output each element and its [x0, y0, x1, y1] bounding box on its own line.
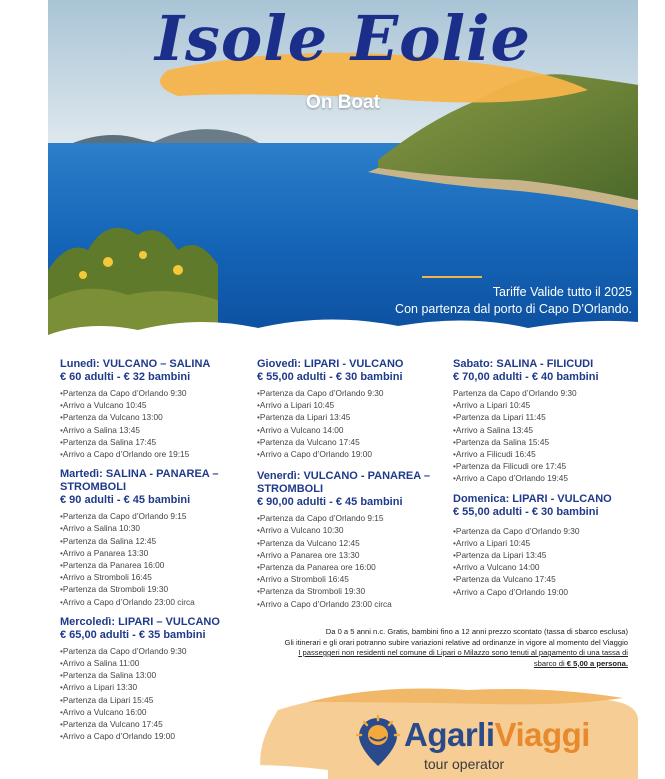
stop-item: • Arrivo a Lipari 10:45 [453, 399, 638, 411]
day-monday [60, 358, 250, 460]
stop-item: • Arrivo a Salina 13:45 [60, 424, 250, 436]
stop-item: • Arrivo a Capo d’Orlando 23:00 circa [257, 598, 447, 610]
stop-item: • Partenza da Vulcano 17:45 [257, 436, 447, 448]
day-title: Venerdì: VULCANO - PANAREA – STROMBOLI [257, 470, 430, 496]
stop-item: • Arrivo a Lipari 13:30 [60, 681, 250, 693]
stop-item: • Partenza da Panarea 16:00 [60, 559, 250, 571]
stop-item: • Arrivo a Capo d’Orlando ore 19:15 [60, 448, 250, 460]
stop-item: • Partenza da Lipari 11:45 [453, 411, 638, 423]
stop-item: • Arrivo a Capo d’Orlando 19:00 [257, 448, 447, 460]
stop-item: • Partenza da Filicudi ore 17:45 [453, 460, 638, 472]
logo-name-part2: Viaggi [494, 716, 590, 753]
day-saturday [453, 358, 638, 485]
stop-item: • Arrivo a Panarea 13:30 [60, 547, 250, 559]
flyer [48, 0, 638, 779]
stop-item: • Partenza da Capo d’Orlando 9:30 [257, 387, 447, 399]
stop-item: • Arrivo a Capo d’Orlando 19:00 [453, 586, 638, 598]
day-price: € 70,00 adulti - € 40 bambini [453, 371, 599, 383]
note-tax: I passeggeri non residenti nel comune di Lipari o Milazzo sono tenuti al pagamento di una tassa di [298, 648, 628, 657]
stop-item: Partenza da Capo d’Orlando 9:30 [453, 388, 577, 398]
hero-banner [48, 0, 638, 340]
itinerary-column-2 [257, 358, 447, 618]
stop-item: • Partenza da Vulcano 13:00 [60, 411, 250, 423]
stop-item: • Partenza da Panarea ore 16:00 [257, 561, 447, 573]
logo-name-part1: Agarli [404, 716, 495, 753]
stop-item: • Arrivo a Stromboli 16:45 [60, 571, 250, 583]
stop-item: • Arrivo a Vulcano 16:00 [60, 706, 250, 718]
stop-item: • Arrivo a Lipari 10:45 [257, 399, 447, 411]
stop-item: • Partenza da Stromboli 19:30 [60, 583, 250, 595]
stop-item: • Partenza da Lipari 15:45 [60, 694, 250, 706]
day-title: Martedì: SALINA - PANAREA – STROMBOLI [60, 468, 219, 494]
day-title: Mercoledì: LIPARI – VULCANO [60, 615, 220, 628]
stop-item: • Arrivo a Salina 11:00 [60, 657, 250, 669]
stop-item: • Partenza da Salina 17:45 [60, 436, 250, 448]
stop-item: • Partenza da Salina 13:00 [60, 669, 250, 681]
stop-item: • Partenza da Lipari 13:45 [453, 549, 638, 561]
day-title: Giovedì: LIPARI - VULCANO [257, 358, 404, 370]
stop-item: • Arrivo a Lipari 10:45 [453, 537, 638, 549]
stop-item: • Partenza da Capo d’Orlando 9:15 [60, 510, 250, 522]
stop-list [60, 510, 250, 608]
stop-item: • Arrivo a Filicudi 16:45 [453, 448, 638, 460]
stop-list [453, 525, 638, 598]
stop-item: • Arrivo a Capo d’Orlando 19:45 [453, 472, 638, 484]
day-price: € 60 adulti - € 32 bambini [60, 371, 191, 383]
stop-item: • Arrivo a Salina 10:30 [60, 522, 250, 534]
sun-map-pin-icon [356, 714, 400, 768]
validity-line-1: Tariffe Valide tutto il 2025 [492, 285, 632, 299]
stop-item: • Arrivo a Capo d’Orlando 19:00 [60, 730, 250, 742]
stop-item: • Partenza da Capo d’Orlando 9:30 [60, 645, 250, 657]
note-tax-amount [248, 659, 628, 670]
day-price: € 90 adulti - € 45 bambini [60, 494, 191, 507]
subtitle: On Boat [306, 92, 380, 113]
stop-item: • Partenza da Vulcano 17:45 [453, 573, 638, 585]
main-title: Isole Eolie [154, 2, 531, 75]
day-title: Lunedì: VULCANO – SALINA [60, 358, 211, 370]
note-tax-text: sbarco di [533, 658, 567, 668]
stop-list [257, 512, 447, 610]
stop-item: • Arrivo a Salina 13:45 [453, 424, 638, 436]
day-price: € 55,00 adulti - € 30 bambini [257, 371, 403, 383]
note-tax-value: € 5,00 a persona. [566, 658, 628, 668]
logo-tagline: tour operator [424, 756, 505, 772]
stop-item: • Partenza da Salina 15:45 [453, 436, 638, 448]
stop-list [257, 387, 447, 460]
logo-wordmark [404, 716, 590, 754]
stop-item: • Arrivo a Vulcano 14:00 [453, 561, 638, 573]
stop-item: • Partenza da Capo d’Orlando 9:30 [60, 387, 250, 399]
stop-item: • Arrivo a Capo d’Orlando 23:00 circa [60, 596, 250, 608]
stop-item: • Arrivo a Vulcano 10:45 [60, 399, 250, 411]
stop-item: • Partenza da Capo d’Orlando 9:30 [453, 525, 638, 537]
stop-item: • Arrivo a Vulcano 14:00 [257, 424, 447, 436]
stop-item: • Partenza da Stromboli 19:30 [257, 585, 447, 597]
validity-info [395, 284, 632, 318]
stop-item: • Partenza da Vulcano 17:45 [60, 718, 250, 730]
note-children: Da 0 a 5 anni n.c. Gratis, bambini fino a 12 anni prezzo scontato (tassa di sbarco esclusa) [325, 627, 628, 636]
stop-list [453, 399, 638, 484]
brand-logo [356, 714, 626, 776]
stop-item: • Partenza da Salina 12:45 [60, 535, 250, 547]
stop-item: • Partenza da Vulcano 12:45 [257, 537, 447, 549]
itinerary-column-3 [453, 358, 638, 606]
day-title: Domenica: LIPARI - VULCANO [453, 492, 612, 505]
stop-list-plain [453, 387, 638, 399]
day-sunday [453, 493, 638, 598]
stop-item: • Arrivo a Stromboli 16:45 [257, 573, 447, 585]
day-price: € 90,00 adulti - € 45 bambini [257, 496, 403, 509]
stop-list [60, 387, 250, 460]
day-thursday [257, 358, 447, 460]
day-friday [257, 470, 447, 610]
day-price: € 55,00 adulti - € 30 bambini [453, 505, 599, 518]
note-variations: Gli itinerari e gli orari potranno subire variazioni relative ad ordinanze in vigore al momento del Viaggio [284, 637, 628, 647]
validity-line-2: Con partenza dal porto di Capo D’Orlando. [395, 302, 632, 316]
day-title: Sabato: SALINA - FILICUDI [453, 358, 594, 370]
day-price: € 65,00 adulti - € 35 bambini [60, 628, 206, 641]
stop-item: • Partenza da Lipari 13:45 [257, 411, 447, 423]
stop-item: • Arrivo a Vulcano 10:30 [257, 524, 447, 536]
notes [248, 627, 628, 669]
day-tuesday [60, 468, 250, 608]
accent-line [422, 276, 482, 278]
stop-item: • Arrivo a Panarea ore 13:30 [257, 549, 447, 561]
stop-item: • Partenza da Capo d’Orlando 9:15 [257, 512, 447, 524]
